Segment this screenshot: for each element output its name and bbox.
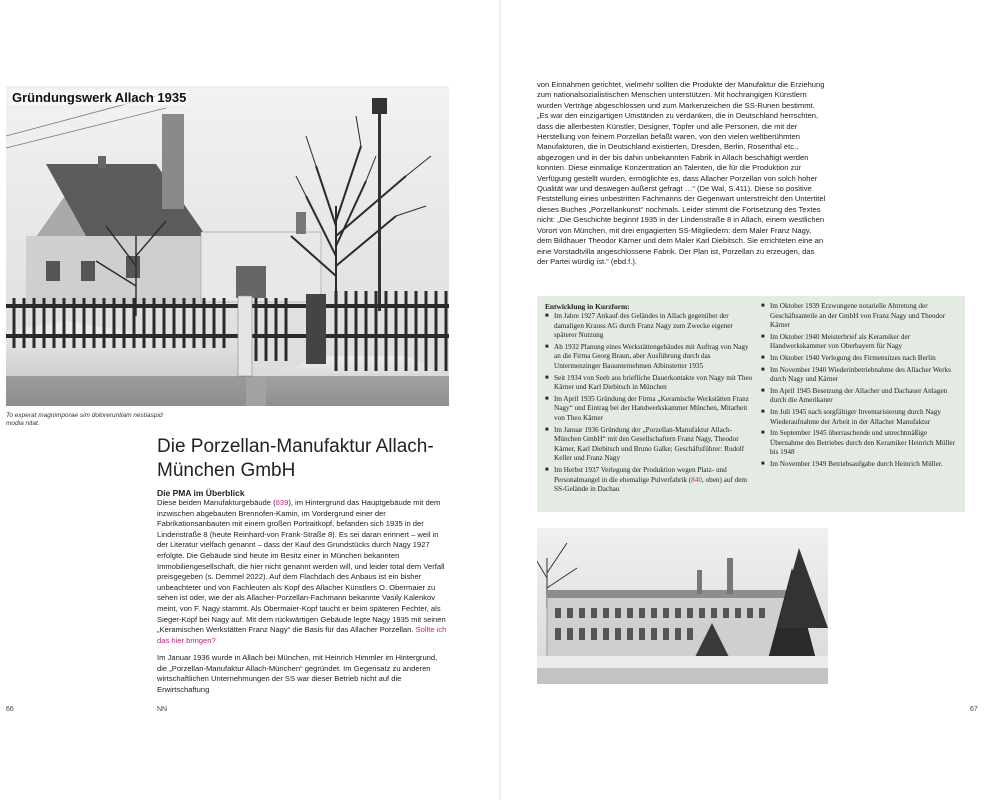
page-number-left: 66: [6, 706, 14, 713]
figure-ref-840[interactable]: 840: [691, 475, 702, 484]
timeline-column-1: [545, 312, 755, 497]
timeline-item: ■ Im Oktober 1940 Meisterbrief als Keramiker der Handwerkskammer von Oberbayern für Nagy: [761, 333, 961, 352]
timeline-item: ■ Im April 1945 Besetzung der Allacher und Dachauer Anlagen durch die Amerikaner: [761, 387, 961, 406]
photo-label: Gründungswerk Allach 1935: [12, 90, 187, 105]
figure-ref-839[interactable]: 839: [275, 498, 289, 507]
body-paragraph-2: Im Januar 1936 wurde in Allach bei München, mit Heinrich Himmler im Hintergrund, die „Porzellan-Manufaktur Allach-München“ gegründet. Im Gegensatz zu anderen wirtschaftlichen Unternehmungen der SS war dieser Betrieb nicht auf die Erwirtschaftung: [157, 653, 438, 694]
dachau-factory-photo-image: [537, 528, 828, 684]
timeline-item: ■ Im Oktober 1940 Verlegung des Firmensitzes nach Berlin: [761, 354, 961, 364]
timeline-item: ■ Im Januar 1936 Gründung der „Porzellan-Manufaktur Allach-München GmbH“ mit den Gesellschaftern Franz Nagy, Theodor Kärner, Karl Diebitsch und Bruno Galke; Geschäftsführer: Rudolf Keller und Franz Nagy: [545, 426, 755, 464]
timeline-item: ■ Im Oktober 1939 Erzwungene notarielle Abtretung der Geschäftsanteile an der GmbH von Franz Nagy und Theodor Kärner: [761, 302, 961, 331]
p1-text-a: Diese beiden Manufakturgebäude (: [157, 498, 276, 507]
page-headline: Die Porzellan-Manufaktur Allach-München GmbH: [157, 436, 434, 481]
body-paragraph-1: [157, 498, 449, 646]
dachau-factory-photo: [537, 528, 828, 684]
timeline-item: ■ Im November 1940 Wiederinbetriebnahme des Allacher Werks durch Nagy und Kärner: [761, 366, 961, 385]
allach-1935-photo: [6, 86, 449, 406]
timeline-item-text-a: Im Herbst 1937 Verlegung der Produktion wegen Platz- und Personalmangel in die ehemalige Pulverfabrik (: [554, 465, 727, 484]
timeline-item-text-b: , oben) auf dem SS-Gelände in Dachau: [554, 475, 748, 494]
running-footer: NN: [157, 706, 168, 713]
right-page: [500, 0, 1000, 800]
photo-caption: To experat magnimporae sim doloreruntiam nestiaspid modia nitat.: [6, 412, 163, 427]
timeline-box: [537, 296, 965, 512]
timeline-item: [545, 466, 755, 495]
body-paragraph-right: von Einnahmen gerichtet, vielmehr sollten die Produkte der Manufaktur die Erziehung zum nationalsozialistischen Menschen unterstützen. Mit hochrangigen Künstlern wurden Verträge abgeschlossen und zum Markenzeichen die SS-Runen bestimmt. „Es war den einzigartigen Umständen zu verdanken, die in Deutschland herrschten, dass die allerbesten Künstler, Designer, Töpfer und alle Personen, die mit der Herstellung von feinem Porzellan befaßt waren, von den vielen weltberühmten Manufakturen, die in Deutschland existierten, Dresden, Berlin, Rosenthal etc., abgezogen und in der bis dahin unbekannten Fabrik in Allach beschäftigt werden konnten. Diese einmalige Konzentration an Talenten, die für die Produktion zur Verfügung gestellt wurden, ermöglichte es, dass Allacher Porzellan von solch hoher Qualität war und deswegen äußerst gefragt …“ (De Wal, S.411). Diese so positive Feststellung eines unbestritten Fachmanns der Gegenwart unterstreicht den Untertitel dieses Buches „Porzellankunst“ nochmals. Leider stimmt die Fortsetzung des Textes nicht: „Die Geschichte beginnt 1935 in der Lindenstraße 8 in Allach, einem westlichen Vorort von München, mit drei engagierten SS-Mitgliedern: dem Maler Franz Nagy, dem Bildhauer Theodor Kärner und dem Maler Karl Diebitsch. Sie errichteten eine an eine Vorstadtvilla angeschlossene Fabrik. Der Plan ist, Porzellan zu erzeugen, das der Partei würdig ist.“ (ebd.f.).: [537, 80, 826, 266]
timeline-title: Entwicklung in Kurzform:: [545, 302, 630, 311]
timeline-item: ■ Im Jahre 1927 Ankauf des Geländes in Allach gegenüber der damaligen Krauss AG durch Franz Nagy zum Zwecke eigener späterer Nutzung: [545, 312, 755, 341]
timeline-item: ■ Im September 1945 überraschende und unrechtmäßige Übernahme des Betriebes durch den Keramiker Heinrich Müller bis 1948: [761, 429, 961, 458]
section-subhead: Die PMA im Überblick: [157, 488, 245, 498]
timeline-item: ■ Im April 1935 Gründung der Firma „Keramische Werkstätten Franz Nagy“ und Eintrag bei der Handwerkskammer München, Mitarbeit von Theo Kärner: [545, 395, 755, 424]
editor-note: Sollte ich das hier bringen?: [157, 625, 447, 645]
timeline-item: ■ Im November 1949 Betriebsaufgabe durch Heinrich Müller.: [761, 460, 961, 470]
allach-1935-photo-image: [6, 86, 449, 406]
page-number-right: 67: [970, 706, 978, 713]
p1-text-b: ), im Hintergrund das Hauptgebäude mit dem inzwischen abgebauten Brennofen-Kamin, im Vordergrund einer der Fabrikationsanbauten mit einem großen Portraitkopf, befanden sich 1935 in der Lindenstraße 8 (heute Reinhard-von Frank-Straße 8). Es sei daran erinnert – weil in der Literatur vielfach genannt – dass der Kauf des Grundstücks durch Nagy 1927 erfolgte. Die Gebäude sind heute im Besitz einer in München bekannten Immobiliengesellschaft, die hier nicht genannt werden will, und leider total dem Verfall preisgegeben (s. Demmel 2022). Auf dem Flachdach des Anbaus ist ein bisher unbeachteter und von Fachleuten als Kopf des Allacher Künstlers O. Obermaier zu sehen ist oder, wie der als Allacher-Porzellan-Fachmann bekannte Vasily Kalenkov meint, von F. Nagy stammt. Als Obermaier-Kopf taucht er beim späteren Fechter, als Sieger-Kopf bei Nagy auf. Mit dem rückwärtigen Gebäude legte Nagy 1935 mit seinen „Keramischen Werkstätten Franz Nagy“ die Basis für das Allacher Porzellan.: [157, 498, 446, 635]
timeline-column-2: [761, 302, 961, 472]
timeline-item: ■ Seit 1934 von Seeb aus briefliche Dauerkontakte von Nagy mit Theo Kärner und Karl Diebitsch in München: [545, 374, 755, 393]
timeline-item: ■ Ab 1932 Planung eines Werkstättengebäudes mit Auftrag von Nagy an die Firma Georg Braun, aber Ausführung durch das Untermenzinger Bauunternehmen Albinstetter 1935: [545, 343, 755, 372]
timeline-item: ■ Im Juli 1945 nach sorgfältiger Inventarisierung durch Nagy Wiederaufnahme der Arbeit in der Allacher Manufaktur: [761, 408, 961, 427]
